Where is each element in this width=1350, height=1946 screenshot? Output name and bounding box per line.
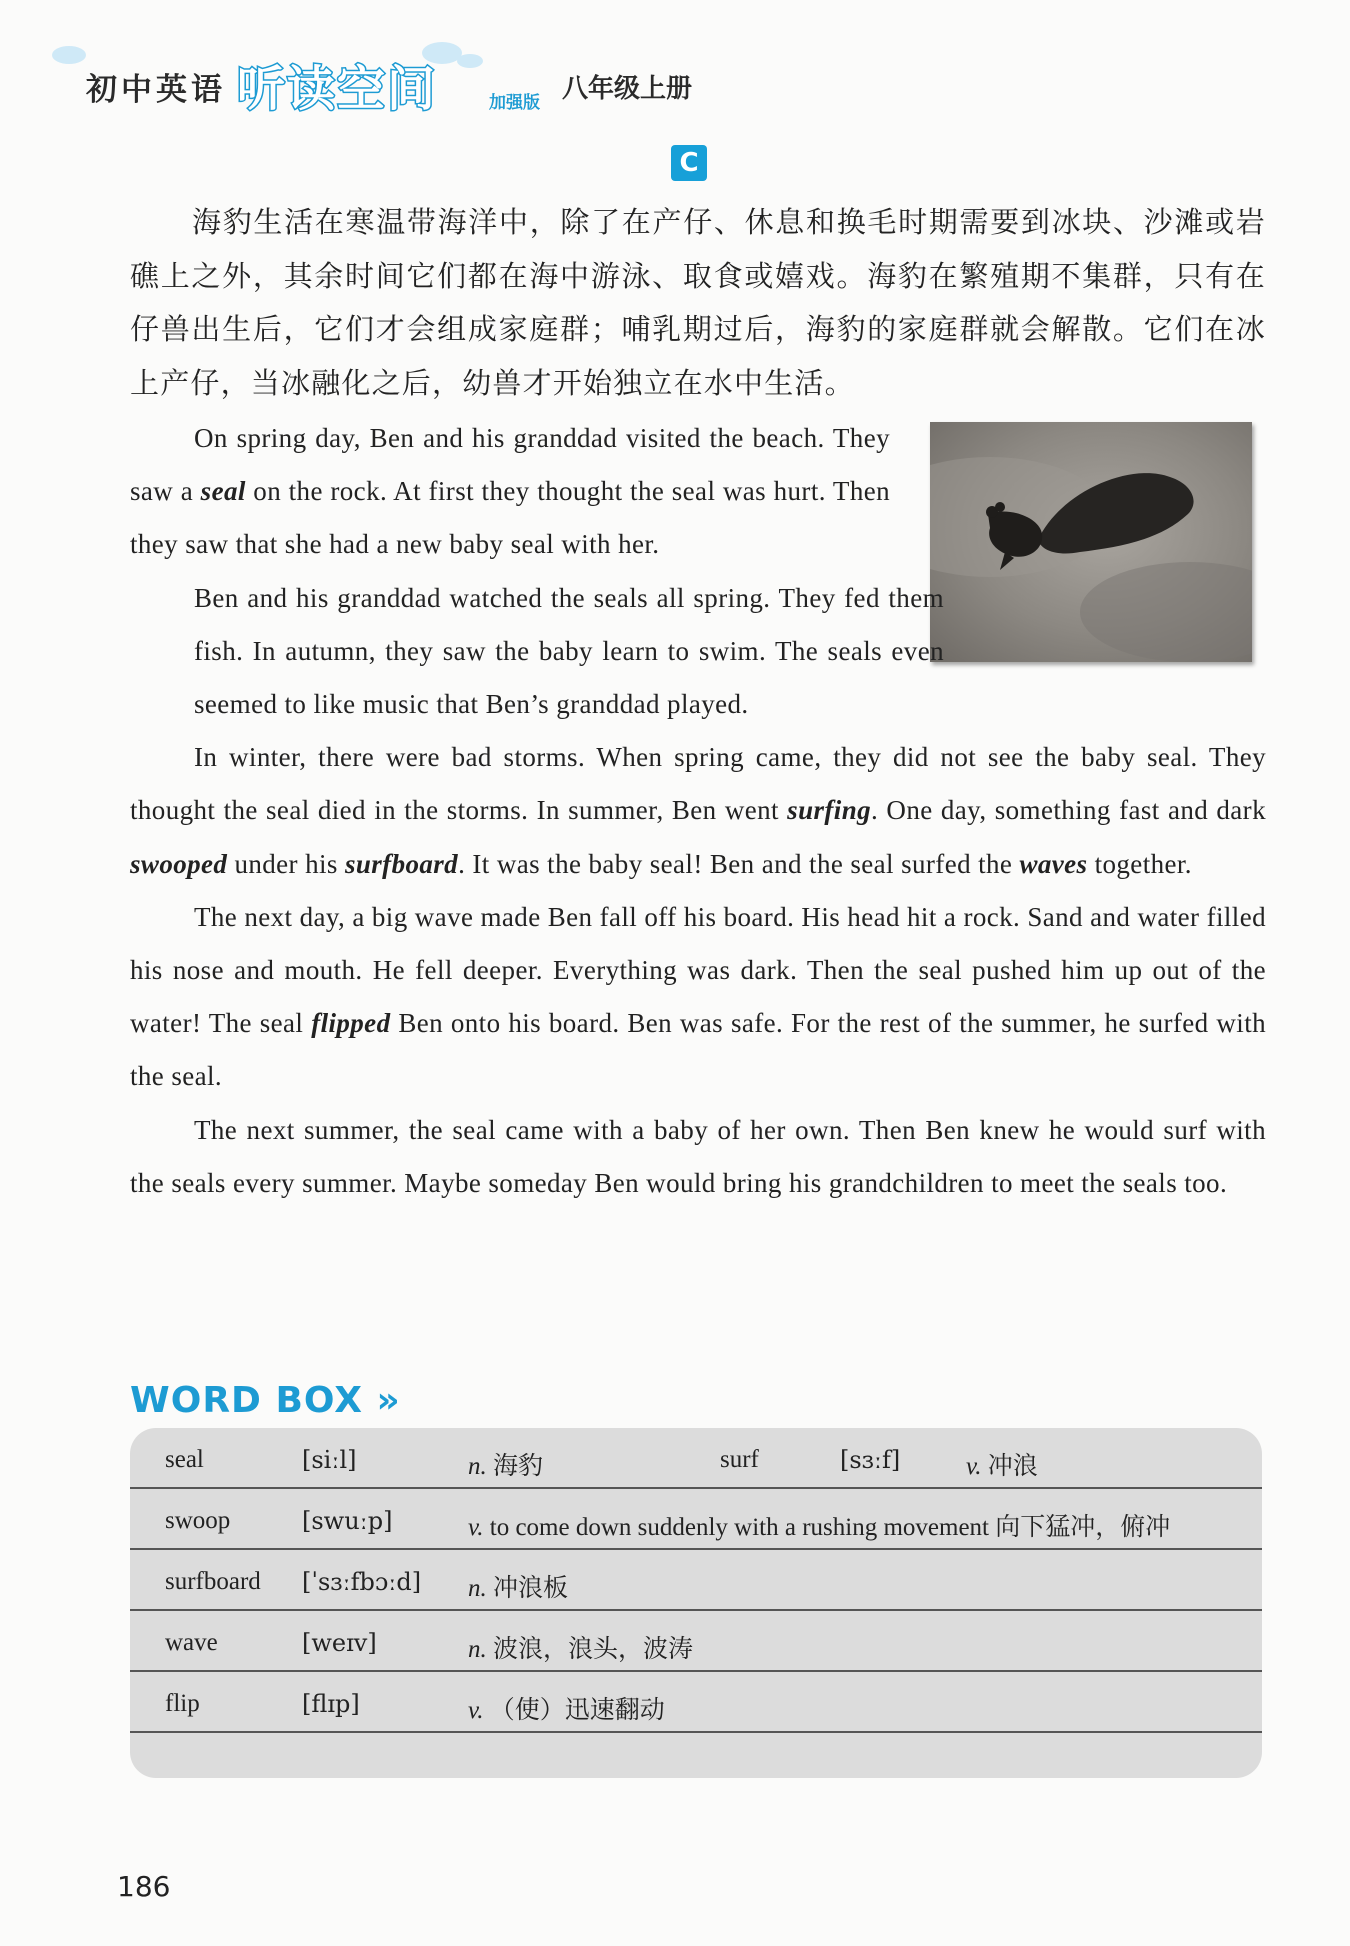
- book-grade: 八年级上册: [562, 74, 693, 104]
- text-run: In winter, there were bad storms. When spring came, they did not see the baby seal. They thought the seal died in the storms. In summer, Ben went: [130, 742, 1266, 826]
- text-run: . It was the baby seal! Ben and the seal surfed the: [458, 848, 1020, 879]
- text-run: The next day, a big wave made Ben fall off his board. His head hit a rock. Sand and water filled his nose and mouth. He fell deeper. Everything was dark. Then the seal pushed him up out of the water! The seal: [130, 901, 1266, 1039]
- definition-text: 冲浪板: [493, 1573, 569, 1602]
- word-box-title: WORD BOX »: [130, 1380, 401, 1421]
- word-term: seal: [165, 1446, 204, 1473]
- definition-text: to come down suddenly with a rushing movement 向下猛冲，俯冲: [489, 1514, 1171, 1541]
- word-row: [130, 1550, 1262, 1611]
- text-run: The next summer, the seal came with a baby of her own. Then Ben knew he would surf with the seals every summer. Maybe someday Ben would bring his grandchildren to meet the seals too.: [130, 1114, 1266, 1198]
- row-divider: [130, 1731, 1262, 1733]
- text-run: On spring day, Ben and his granddad visited the beach. They saw a: [130, 423, 890, 507]
- definition-text: （使）迅速翻动: [489, 1695, 665, 1724]
- story-paragraph-3: [130, 731, 1266, 891]
- story-paragraph-5: [130, 1104, 1266, 1210]
- story-paragraph-1: [130, 412, 890, 572]
- keyword-surfing: surfing: [787, 795, 872, 826]
- text-run: Ben and his granddad watched the seals all spring. They fed them fish. In autumn, they saw the baby learn to swim. The seals even seemed to like music that Ben’s granddad played.: [194, 582, 944, 720]
- page-number: 186: [117, 1870, 171, 1903]
- part-of-speech: n.: [468, 1636, 487, 1663]
- story-paragraph-4: [130, 891, 1266, 1104]
- keyword-surfboard: surfboard: [344, 848, 459, 879]
- word-phonetic: [sɜːf]: [840, 1446, 901, 1474]
- story-paragraph-2: [130, 572, 1266, 732]
- part-of-speech: v.: [468, 1697, 484, 1724]
- keyword-swooped: swooped: [130, 848, 228, 879]
- part-of-speech: v.: [468, 1514, 484, 1541]
- keyword-flipped: flipped: [311, 1008, 391, 1039]
- word-definition: [468, 1568, 568, 1604]
- keyword-seal: seal: [200, 476, 246, 507]
- keyword-waves: waves: [1019, 848, 1088, 879]
- word-definition: [468, 1629, 693, 1665]
- word-phonetic: [weɪv]: [302, 1629, 377, 1657]
- word-term: swoop: [165, 1507, 231, 1534]
- word-term: wave: [165, 1629, 218, 1656]
- text-run: Ben onto his board. Ben was safe. For the rest of the summer, he surfed with the seal.: [130, 1008, 1266, 1092]
- text-run: under his: [227, 848, 345, 879]
- cloud-decoration-icon: [52, 46, 86, 64]
- text-run: together.: [1087, 848, 1192, 879]
- word-definition: [468, 1507, 1170, 1543]
- part-of-speech: n.: [468, 1575, 487, 1602]
- book-edition: 加强版: [489, 93, 540, 113]
- word-definition: [468, 1690, 665, 1726]
- definition-text: 海豹: [493, 1451, 544, 1480]
- section-badge: C: [671, 145, 707, 181]
- cloud-decoration-icon: [457, 54, 483, 68]
- word-row: [130, 1672, 1262, 1733]
- definition-text: 波浪，浪头，波涛: [493, 1634, 694, 1663]
- text-run: on the rock. At first they thought the seal was hurt. Then they saw that she had a new baby seal with her.: [130, 476, 891, 560]
- part-of-speech: n.: [468, 1453, 487, 1480]
- word-phonetic: [siːl]: [302, 1446, 357, 1474]
- part-of-speech: v.: [966, 1453, 982, 1480]
- word-row: [130, 1428, 1262, 1489]
- book-series-prefix: 初中英语: [86, 72, 226, 108]
- chinese-intro-paragraph: 海豹生活在寒温带海洋中，除了在产仔、休息和换毛时期需要到冰块、沙滩或岩礁上之外，其余时间它们都在海中游泳、取食或嬉戏。海豹在繁殖期不集群，只有在仔兽出生后，它们才会组成家庭群；哺乳期过后，海豹的家庭群就会解散。它们在冰上产仔，当冰融化之后，幼兽才开始独立在水中生活。: [130, 205, 1266, 400]
- word-row: [130, 1611, 1262, 1672]
- definition-text: 冲浪: [987, 1451, 1038, 1480]
- word-term: surf: [720, 1446, 759, 1473]
- word-definition: [468, 1446, 543, 1482]
- word-term: surfboard: [165, 1568, 261, 1595]
- word-row: [130, 1489, 1262, 1550]
- word-phonetic: [flɪp]: [302, 1690, 360, 1718]
- word-box-table: [130, 1428, 1262, 1778]
- word-phonetic: [ˈsɜːfbɔːd]: [302, 1568, 422, 1596]
- word-term: flip: [165, 1690, 200, 1717]
- book-header: [52, 40, 752, 120]
- story-text: [130, 412, 1266, 1210]
- word-phonetic: [swuːp]: [302, 1507, 393, 1535]
- text-run: . One day, something fast and dark: [871, 795, 1266, 826]
- book-brand-title: 听读空间: [237, 61, 438, 117]
- word-definition: [966, 1446, 1038, 1482]
